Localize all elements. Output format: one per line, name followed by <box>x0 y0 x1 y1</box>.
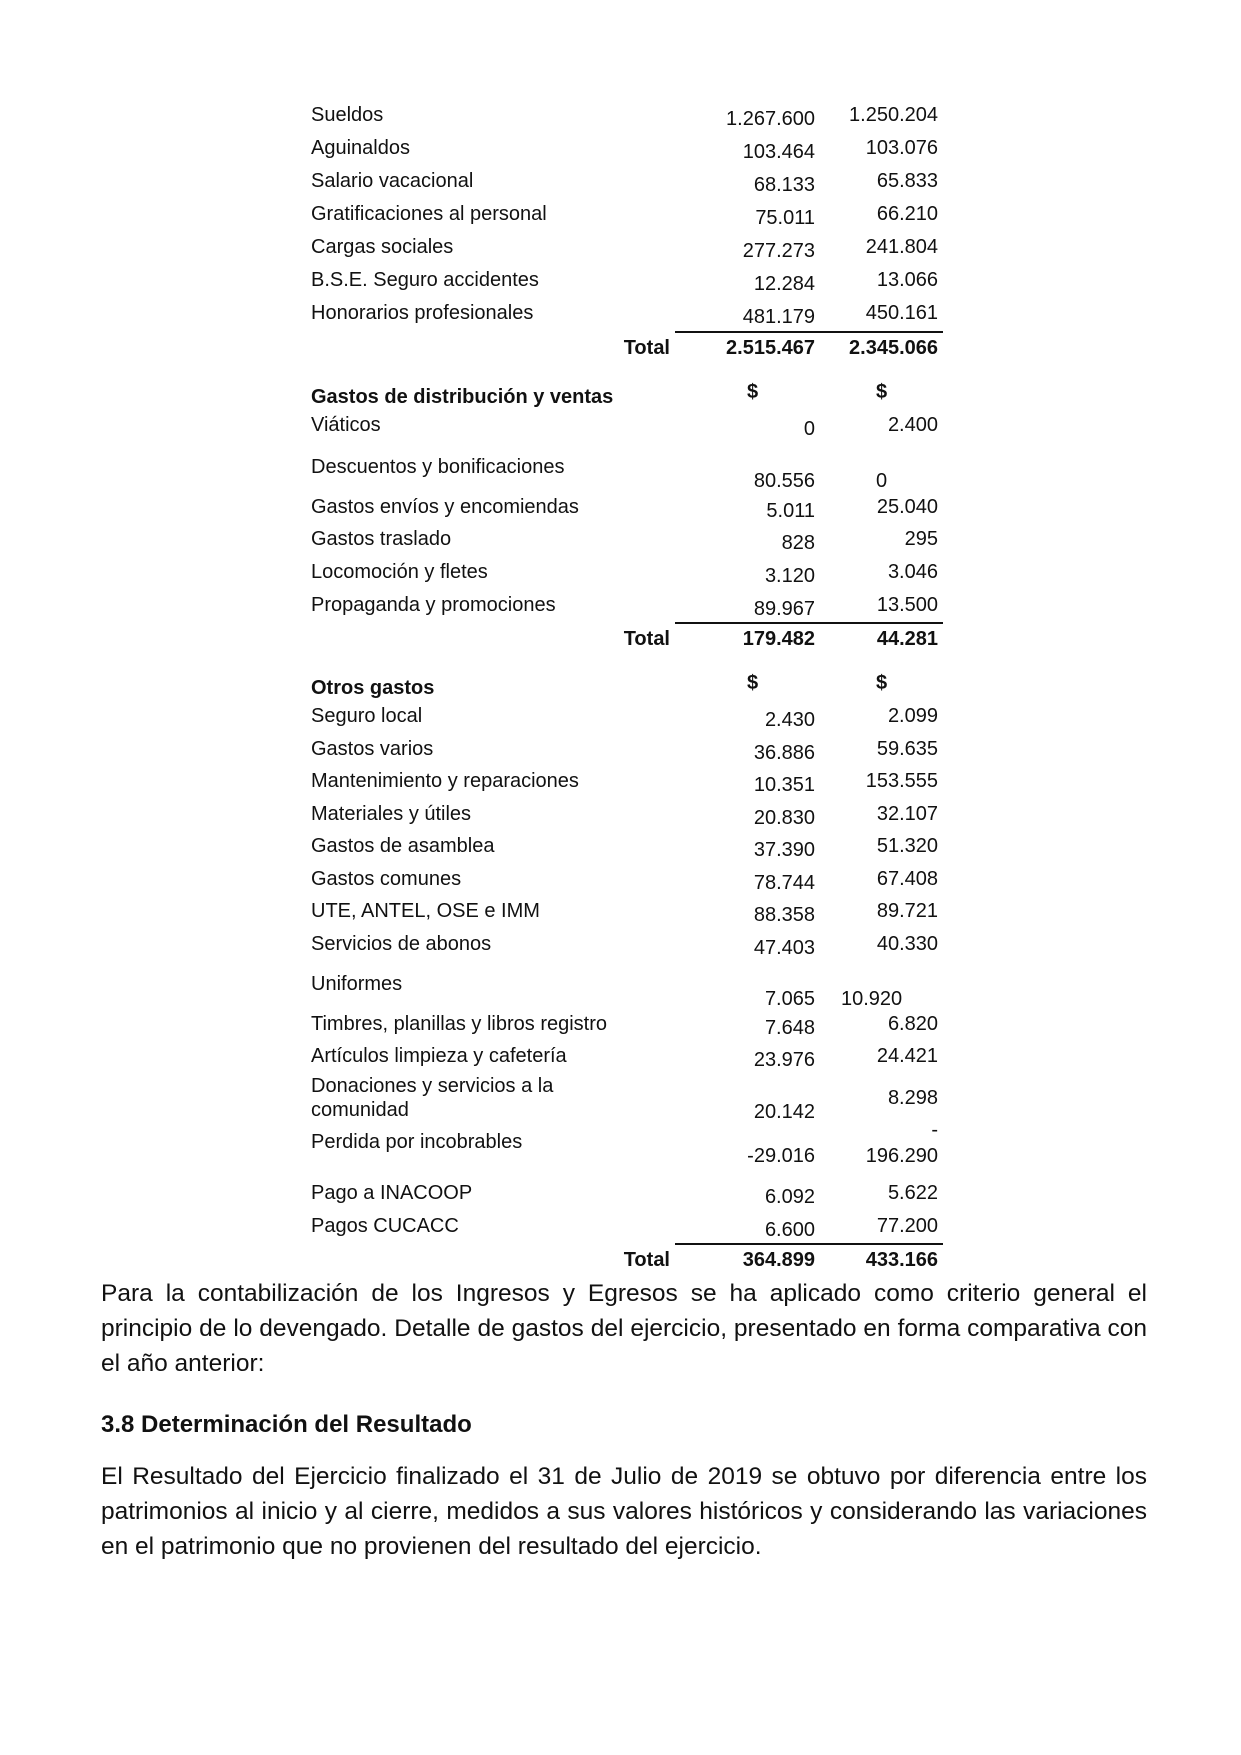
value-previous: 103.076 <box>865 137 938 159</box>
table-row <box>0 170 1241 194</box>
value-current: 10.351 <box>753 774 815 796</box>
total-label: Total <box>623 1249 670 1271</box>
value-previous: 0 <box>876 470 888 492</box>
row-label: Pago a INACOOP <box>311 1182 473 1204</box>
total-label: Total <box>623 337 670 359</box>
value-current: 6.600 <box>764 1219 815 1241</box>
row-label: Viáticos <box>311 414 381 436</box>
value-current: 2.430 <box>764 709 815 731</box>
total-previous: 2.345.066 <box>849 337 938 359</box>
total-current: 2.515.467 <box>726 337 815 359</box>
table-row <box>0 528 1241 552</box>
value-previous: 5.622 <box>887 1182 938 1204</box>
value-current: 78.744 <box>753 872 815 894</box>
value-current: 3.120 <box>764 565 815 587</box>
table-row <box>0 236 1241 260</box>
table-row <box>0 1075 1241 1125</box>
table-row <box>0 414 1241 438</box>
value-previous: 295 <box>904 528 938 550</box>
paragraph-criterio: Para la contabilización de los Ingresos y Egresos se ha aplicado como criterio general el principio de lo devengado. Detalle de gastos del ejercicio, presentado en forma comparativa con el año anterior: <box>101 1280 1147 1377</box>
value-previous: 13.066 <box>876 269 938 291</box>
row-label: Locomoción y fletes <box>311 561 488 583</box>
table-row <box>0 1215 1241 1239</box>
row-label: B.S.E. Seguro accidentes <box>311 269 539 291</box>
table-row <box>0 835 1241 859</box>
row-label: Materiales y útiles <box>311 803 472 825</box>
table-row <box>0 1119 1241 1183</box>
table-row <box>0 137 1241 161</box>
value-previous: 6.820 <box>887 1013 938 1035</box>
value-current: 75.011 <box>755 207 815 229</box>
total-current: 364.899 <box>742 1249 815 1271</box>
row-label: Artículos limpieza y cafetería <box>311 1045 567 1067</box>
value-current: 47.403 <box>753 937 815 959</box>
value-current: 23.976 <box>753 1049 815 1071</box>
currency-current: $ <box>747 381 759 403</box>
row-label: Pagos CUCACC <box>311 1215 459 1237</box>
row-label-continued: comunidad <box>311 1099 409 1121</box>
row-label: Perdida por incobrables <box>311 1131 523 1153</box>
table-row <box>0 561 1241 585</box>
currency-previous: $ <box>876 672 888 694</box>
table-row <box>0 203 1241 227</box>
section-header-row <box>0 381 1241 408</box>
value-previous: 59.635 <box>876 738 938 760</box>
value-previous: 2.400 <box>887 414 938 436</box>
row-label: Gratificaciones al personal <box>311 203 547 225</box>
value-current: 277.273 <box>742 240 815 262</box>
row-label: Honorarios profesionales <box>311 302 534 324</box>
table-row <box>0 104 1241 128</box>
total-rule <box>675 622 943 624</box>
row-label: Uniformes <box>311 973 403 995</box>
value-previous: 24.421 <box>876 1045 938 1067</box>
value-previous: 450.161 <box>865 302 938 324</box>
table-row <box>0 594 1241 618</box>
value-current: 20.830 <box>753 807 815 829</box>
total-row <box>0 337 1241 361</box>
value-previous: 2.099 <box>887 705 938 727</box>
row-label: Salario vacacional <box>311 170 474 192</box>
value-previous: 89.721 <box>876 900 938 922</box>
total-label: Total <box>623 628 670 650</box>
value-current: 68.133 <box>753 174 815 196</box>
table-row <box>0 738 1241 762</box>
value-current: 7.648 <box>764 1017 815 1039</box>
value-previous: 25.040 <box>876 496 938 518</box>
section-heading: 3.8 Determinación del Resultado <box>101 1411 472 1438</box>
currency-current: $ <box>747 672 759 694</box>
value-current: 36.886 <box>753 742 815 764</box>
row-label: Gastos envíos y encomiendas <box>311 496 579 518</box>
value-previous: 3.046 <box>887 561 938 583</box>
row-label: Timbres, planillas y libros registro <box>311 1013 608 1035</box>
total-row <box>0 628 1241 652</box>
total-rule <box>675 1243 943 1245</box>
table-row <box>0 900 1241 924</box>
row-label: Sueldos <box>311 104 384 126</box>
value-previous: 153.555 <box>865 770 938 792</box>
total-current: 179.482 <box>742 628 815 650</box>
row-label: Gastos comunes <box>311 868 462 890</box>
table-row <box>0 1045 1241 1069</box>
value-current: -29.016 <box>747 1145 815 1167</box>
row-label: Descuentos y bonificaciones <box>311 456 565 478</box>
value-previous: 65.833 <box>876 170 938 192</box>
table-row <box>0 933 1241 957</box>
value-current: 0 <box>803 418 815 440</box>
value-previous: 8.298 <box>887 1087 938 1109</box>
table-row <box>0 1013 1241 1037</box>
section-header-row <box>0 672 1241 699</box>
currency-previous: $ <box>876 381 888 403</box>
value-previous: 77.200 <box>876 1215 938 1237</box>
value-previous: 241.804 <box>865 236 938 258</box>
table-row <box>0 868 1241 892</box>
table-row <box>0 496 1241 520</box>
row-label: Aguinaldos <box>311 137 410 159</box>
value-previous: 51.320 <box>876 835 938 857</box>
table-row <box>0 269 1241 293</box>
row-label: Donaciones y servicios a la <box>311 1075 554 1097</box>
value-current: 80.556 <box>753 470 815 492</box>
value-current: 828 <box>781 532 815 554</box>
row-label: Gastos traslado <box>311 528 452 550</box>
value-current: 5.011 <box>766 500 815 522</box>
row-label: Propaganda y promociones <box>311 594 556 616</box>
value-previous: 66.210 <box>876 203 938 225</box>
value-current: 12.284 <box>753 273 815 295</box>
value-previous: 10.920 <box>841 988 903 1010</box>
row-label: Cargas sociales <box>311 236 454 258</box>
row-label: Gastos de asamblea <box>311 835 495 857</box>
value-current: 37.390 <box>753 839 815 861</box>
value-previous: 40.330 <box>876 933 938 955</box>
table-row <box>0 803 1241 827</box>
value-current: 20.142 <box>753 1101 815 1123</box>
row-label: Gastos varios <box>311 738 434 760</box>
table-row <box>0 302 1241 326</box>
value-current: 7.065 <box>764 988 815 1010</box>
value-previous: 67.408 <box>876 868 938 890</box>
total-previous: 433.166 <box>865 1249 938 1271</box>
value-current: 1.267.600 <box>726 108 815 130</box>
value-current: 481.179 <box>742 306 815 328</box>
table-row <box>0 973 1241 1010</box>
section-title: Otros gastos <box>311 677 435 699</box>
value-current: 103.464 <box>742 141 815 163</box>
row-label: Mantenimiento y reparaciones <box>311 770 579 792</box>
total-rule <box>675 331 943 333</box>
table-row <box>0 705 1241 729</box>
total-row <box>0 1249 1241 1273</box>
row-label: Seguro local <box>311 705 423 727</box>
paragraph-resultado: El Resultado del Ejercicio finalizado el 31 de Julio de 2019 se obtuvo por diferencia entre los patrimonios al inicio y al cierre, medidos a sus valores históricos y considerando las variaciones en el patrimonio que no provienen del resultado del ejercicio. <box>101 1463 1147 1560</box>
total-previous: 44.281 <box>876 628 938 650</box>
table-row <box>0 1182 1241 1206</box>
value-current: 6.092 <box>764 1186 815 1208</box>
row-label: UTE, ANTEL, OSE e IMM <box>311 900 540 922</box>
value-previous: 196.290 <box>865 1145 938 1167</box>
value-previous-sign: - <box>931 1119 938 1141</box>
row-label: Servicios de abonos <box>311 933 492 955</box>
value-current: 89.967 <box>753 598 815 620</box>
table-row <box>0 770 1241 794</box>
value-previous: 32.107 <box>876 803 938 825</box>
table-row <box>0 456 1241 492</box>
value-previous: 1.250.204 <box>849 104 938 126</box>
value-current: 88.358 <box>753 904 815 926</box>
section-title: Gastos de distribución y ventas <box>311 386 614 408</box>
value-previous: 13.500 <box>876 594 938 616</box>
